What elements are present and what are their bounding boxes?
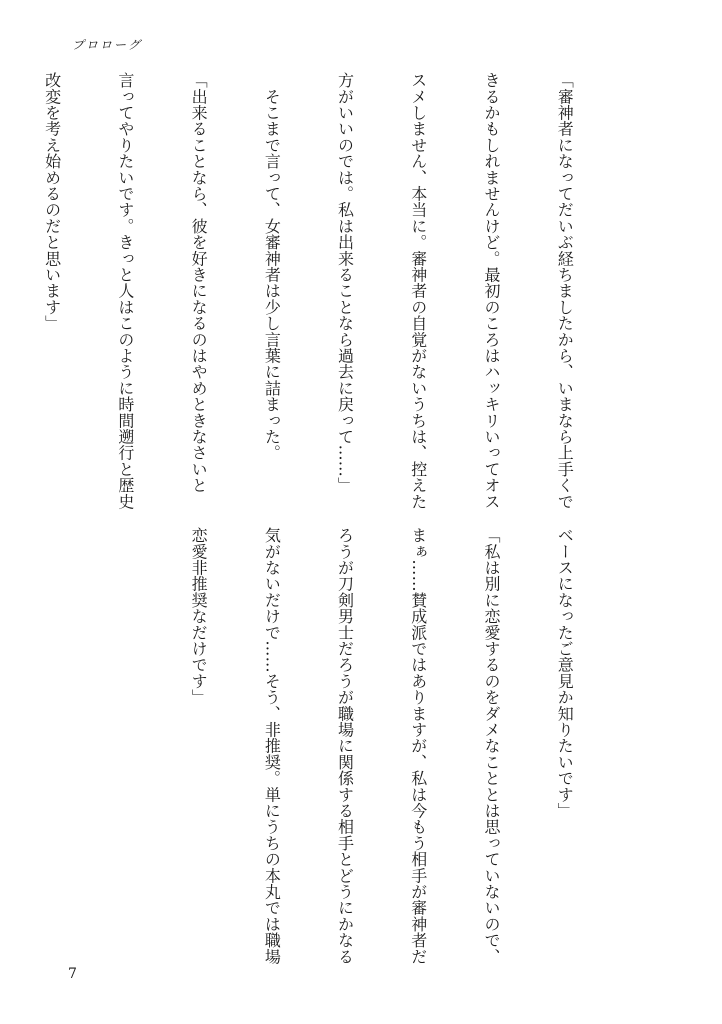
text-line: 「審神者になってだいぶ経ちましたから、いまなら上手くで — [555, 72, 575, 510]
text-line: 恋愛非推奨なだけです」 — [189, 527, 209, 706]
text-line: 方がいいのでは。私は出来ることなら過去に戻って……」 — [335, 72, 355, 494]
text-line: そこまで言って、女審神者は少し言葉に詰まった。 — [262, 72, 282, 461]
text-line: まぁ……賛成派ではありますが、私は今もう相手が審神者だ — [408, 527, 428, 965]
text-line: 気がないだけで……そう、非推奨。単にうちの本丸では職場 — [262, 527, 282, 965]
text-line: 言ってやりたいです。きっと人はこのように時間遡行と歴史 — [115, 72, 135, 510]
text-line: スメしません、本当に。審神者の自覚がないうちは、控えた — [408, 72, 428, 510]
page-number: 7 — [68, 966, 77, 982]
text-line: きるかもしれませんけど。最初のころはハッキリいってオス — [481, 72, 501, 510]
upper-text-block — [42, 72, 625, 510]
text-line: ベースになったご意見か知りたいです」 — [555, 527, 575, 819]
text-line: 「出来ることなら、彼を好きになるのはやめときなさいと — [189, 72, 209, 494]
text-line: 「私は別に恋愛するのをダメなこととは思っていないので、 — [481, 527, 501, 965]
running-head: プロローグ — [72, 38, 143, 52]
text-line: ろうが刀剣男士だろうが職場に関係する相手とどうにかなる — [335, 527, 355, 965]
text-line: 改変を考え始めるのだと思います」 — [42, 72, 62, 332]
lower-text-block — [189, 527, 625, 967]
